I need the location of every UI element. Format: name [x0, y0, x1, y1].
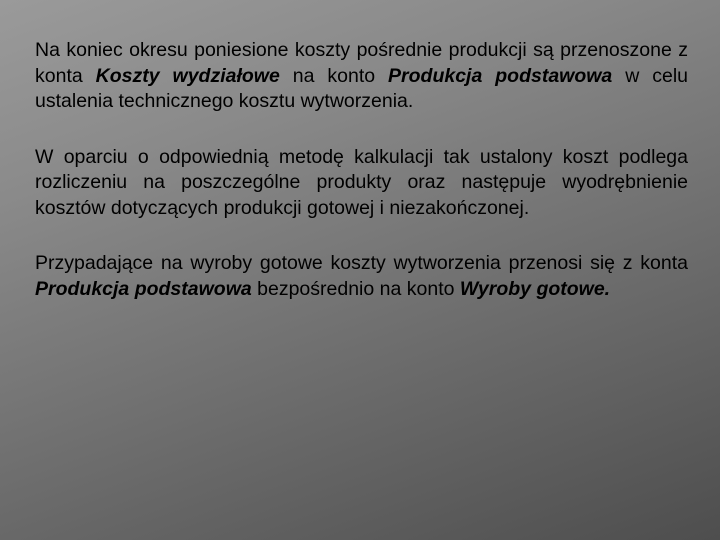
paragraph-3-text: Przypadające na wyroby gotowe koszty wytworzenia przenosi się z konta [35, 252, 688, 274]
account-name-produkcja-podstawowa: Produkcja podstawowa [35, 277, 252, 300]
paragraph-3-text: bezpośrednio na konto [251, 277, 460, 300]
account-name-produkcja-podstawowa: Produkcja podstawowa [388, 64, 613, 87]
account-name-koszty-wydzialowe: Koszty wydziałowe [95, 64, 280, 87]
paragraph-1-text: na konto [279, 64, 389, 87]
slide-content [35, 38, 688, 332]
paragraph-2 [35, 145, 688, 222]
paragraph-1-text: w celu ustalenia technicznego kosztu wytworzenia. [35, 64, 688, 112]
paragraph-1 [35, 38, 688, 115]
account-name-wyroby-gotowe: Wyroby gotowe. [459, 277, 611, 300]
paragraph-3 [35, 251, 688, 302]
paragraph-1-text: Na koniec okresu poniesione koszty pośrednie produkcji są przenoszone z konta [35, 39, 688, 87]
paragraph-2-text: W oparciu o odpowiednią metodę kalkulacji tak ustalony koszt podlega rozliczeniu na poszczególne produkty oraz następuje wyodrębnienie kosztów dotyczących produkcji gotowej i niezakończonej. [35, 145, 688, 219]
